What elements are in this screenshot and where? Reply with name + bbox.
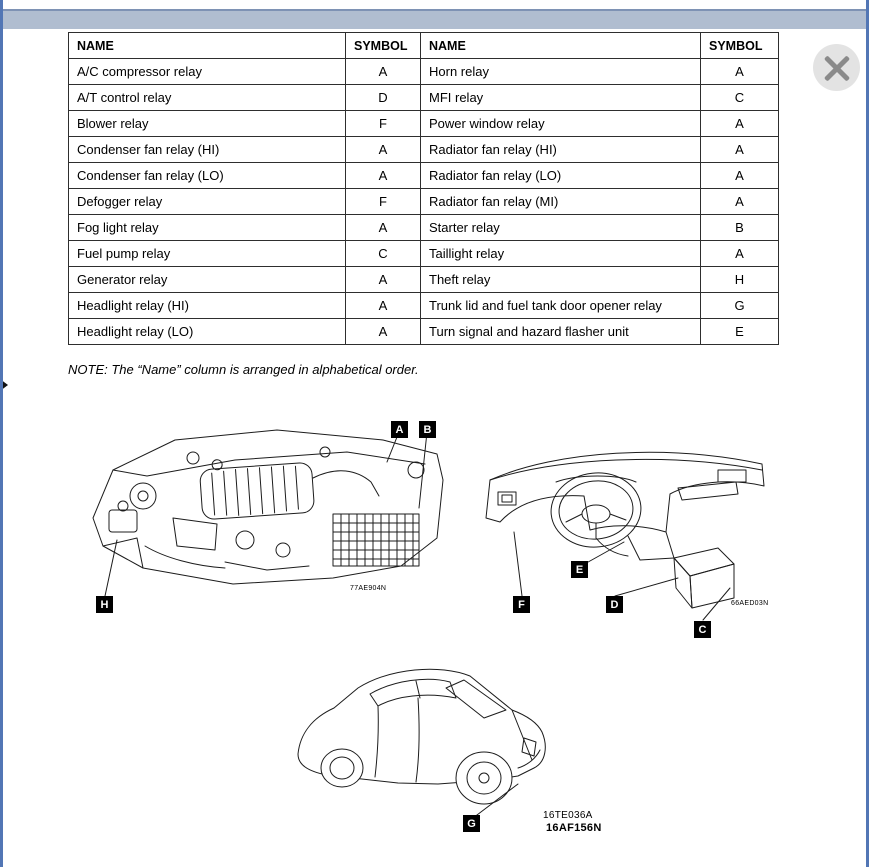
relay-name-cell: Theft relay [421, 267, 701, 293]
figure-code-engine: 77AE904N [350, 585, 387, 592]
table-row [69, 267, 779, 293]
relay-name-cell: A/T control relay [69, 85, 346, 111]
table-note: NOTE: The “Name” column is arranged in alphabetical order. [68, 362, 419, 377]
relay-name-cell: Headlight relay (HI) [69, 293, 346, 319]
close-button[interactable] [813, 44, 860, 91]
table-row [69, 163, 779, 189]
relay-symbol-cell: E [701, 319, 779, 345]
figure-label-f: F [513, 596, 530, 613]
table-row [69, 189, 779, 215]
relay-symbol-cell: H [701, 267, 779, 293]
relay-name-cell: Condenser fan relay (HI) [69, 137, 346, 163]
relay-symbol-cell: B [701, 215, 779, 241]
figure-label-e: E [571, 561, 588, 578]
relay-name-cell: Trunk lid and fuel tank door opener relay [421, 293, 701, 319]
figure-label-d: D [606, 596, 623, 613]
relay-name-cell: Generator relay [69, 267, 346, 293]
table-row [69, 85, 779, 111]
car-rear-illustration [278, 648, 578, 826]
table-row [69, 293, 779, 319]
table-row [69, 111, 779, 137]
relay-symbol-cell: C [346, 241, 421, 267]
figure-label-h: H [96, 596, 113, 613]
window-frame-left [0, 0, 3, 867]
relay-symbol-cell: D [346, 85, 421, 111]
relay-symbol-cell: A [346, 163, 421, 189]
table-row [69, 59, 779, 85]
relay-name-cell: Condenser fan relay (LO) [69, 163, 346, 189]
relay-symbol-cell: F [346, 189, 421, 215]
col-header-name-left: NAME [69, 33, 346, 59]
table-row [69, 215, 779, 241]
table-row [69, 241, 779, 267]
relay-symbol-cell: A [346, 293, 421, 319]
relay-name-cell: A/C compressor relay [69, 59, 346, 85]
relay-symbol-cell: A [701, 163, 779, 189]
figure-label-a: A [391, 421, 408, 438]
relay-name-cell: Radiator fan relay (MI) [421, 189, 701, 215]
relay-symbol-cell: A [346, 267, 421, 293]
relay-symbol-cell: G [701, 293, 779, 319]
col-header-name-right: NAME [421, 33, 701, 59]
col-header-symbol-right: SYMBOL [701, 33, 779, 59]
relay-symbol-cell: A [701, 189, 779, 215]
figure-label-c: C [694, 621, 711, 638]
relay-name-cell: Horn relay [421, 59, 701, 85]
relay-name-cell: MFI relay [421, 85, 701, 111]
relay-table [68, 32, 779, 345]
relay-name-cell: Headlight relay (LO) [69, 319, 346, 345]
relay-name-cell: Turn signal and hazard flasher unit [421, 319, 701, 345]
relay-symbol-cell: F [346, 111, 421, 137]
relay-name-cell: Power window relay [421, 111, 701, 137]
close-icon [822, 53, 852, 83]
relay-symbol-cell: C [701, 85, 779, 111]
relay-symbol-cell: A [346, 59, 421, 85]
engine-bay-illustration [85, 418, 465, 613]
table-header-row [69, 33, 779, 59]
relay-symbol-cell: A [701, 111, 779, 137]
relay-name-cell: Taillight relay [421, 241, 701, 267]
relay-name-cell: Fog light relay [69, 215, 346, 241]
col-header-symbol-left: SYMBOL [346, 33, 421, 59]
relay-name-cell: Defogger relay [69, 189, 346, 215]
relay-symbol-cell: A [701, 59, 779, 85]
figure-code-car-bottom: 16AF156N [546, 822, 602, 834]
relay-symbol-cell: A [701, 137, 779, 163]
relay-symbol-cell: A [346, 215, 421, 241]
relay-symbol-cell: A [346, 319, 421, 345]
relay-symbol-cell: A [346, 137, 421, 163]
relay-symbol-cell: A [701, 241, 779, 267]
relay-name-cell: Radiator fan relay (LO) [421, 163, 701, 189]
relay-name-cell: Radiator fan relay (HI) [421, 137, 701, 163]
table-row [69, 137, 779, 163]
relay-name-cell: Blower relay [69, 111, 346, 137]
relay-name-cell: Starter relay [421, 215, 701, 241]
figure-label-b: B [419, 421, 436, 438]
window-top-bar [0, 9, 869, 29]
relay-name-cell: Fuel pump relay [69, 241, 346, 267]
figure-label-g: G [463, 815, 480, 832]
figure-code-dashboard: 66AED03N [731, 600, 769, 607]
table-row [69, 319, 779, 345]
figure-code-car-top: 16TE036A [543, 810, 593, 821]
